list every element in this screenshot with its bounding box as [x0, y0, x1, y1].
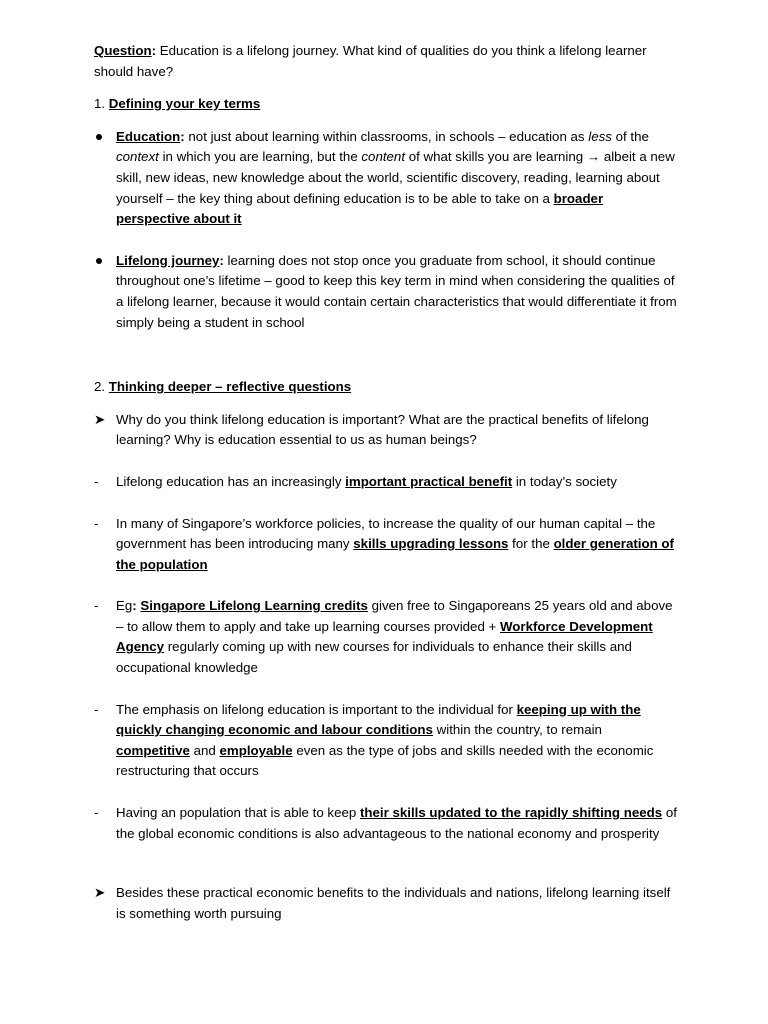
underlined-emphasis: Workforce Development Agency	[116, 618, 653, 655]
arrow-question-2-text: Besides these practical economic benefits to the individuals and nations, lifelong learning itself is something worth pursuing	[116, 885, 671, 921]
underlined-emphasis: competitive	[116, 742, 190, 758]
text-run: and	[189, 742, 220, 758]
underlined-emphasis: broader perspective about it	[116, 190, 604, 227]
text-run: in which you are learning, but the	[158, 149, 362, 165]
question-paragraph: Question: Education is a lifelong journey. What kind of qualities do you think a lifelong learner should have?	[94, 43, 647, 79]
text-run: In many of Singapore’s workforce policies, to increase the quality of our human capital – the government has been introducing many	[116, 515, 656, 552]
underlined-emphasis: Singapore Lifelong Learning credits	[140, 598, 368, 614]
bullet-dot-icon	[94, 251, 116, 272]
dash-item	[94, 472, 679, 493]
question-label: Question	[94, 43, 152, 58]
italic-text: context	[116, 149, 159, 165]
section-1-heading	[94, 94, 679, 115]
section-2-number: 2.	[94, 379, 109, 395]
arrow-bullet-icon: ➤	[94, 885, 106, 901]
document-page	[94, 41, 679, 924]
section-2-heading	[94, 377, 679, 398]
text-run: even as the type of jobs and skills needed with the economic restructuring that occurs	[116, 742, 654, 779]
bullet-dot-icon	[94, 127, 116, 148]
section-2-dash-list	[94, 472, 679, 844]
dash-bullet: -	[94, 473, 99, 489]
text-run: regularly coming up with new courses for individuals to enhance their skills and occupational knowledge	[116, 639, 632, 676]
text-run: not just about learning within classrooms, in schools – education as	[188, 128, 589, 144]
bullet-item: Lifelong journey: learning does not stop once you graduate from school, it should continue throughout one’s lifetime – good to keep this key term in mind when considering the qualities of a lifelong learner, because it would contain certain characteristics that would differentiate it from simply being a student in school	[94, 251, 679, 333]
arrow-question-2	[94, 883, 679, 924]
bullet-term: Education	[116, 128, 181, 144]
arrow-question-1	[94, 410, 679, 451]
text-run: of the	[611, 128, 649, 144]
bullet-term: Lifelong journey	[116, 252, 220, 268]
question-text: Education is a lifelong journey. What kind of qualities do you think a lifelong learner should have?	[94, 43, 647, 79]
dash-bullet: -	[94, 701, 99, 717]
underlined-emphasis: keeping up with the quickly changing economic and labour conditions	[116, 701, 641, 738]
text-run: :	[132, 598, 141, 614]
text-run: for the	[508, 536, 554, 552]
dash-item	[94, 596, 679, 678]
dash-bullet: -	[94, 805, 99, 821]
dash-item	[94, 803, 679, 844]
text-run: Eg	[116, 598, 133, 614]
arrow-question-1-text: Why do you think lifelong education is important? What are the practical benefits of lifelong learning? Why is education essential to us as human beings?	[116, 411, 649, 448]
dash-item	[94, 514, 679, 576]
bullet-item: Education: not just about learning within classrooms, in schools – education as less of the context in which you are learning, but the content of what skills you are learning → albeit a new skill, new ideas, new knowledge about the world, scientific discovery, reading, learning about yourself – the key thing about defining education is to be able to take on a broader perspective about it	[94, 127, 679, 230]
section-2-title: Thinking deeper – reflective questions	[108, 379, 352, 395]
text-run: learning does not stop once you graduate from school, it should continue throughout one’s lifetime – good to keep this key term in mind when considering the qualities of a lifelong learner, because it would contain certain characteristics that would differentiate it from simply being a student in school	[116, 252, 677, 330]
text-run: Having an population that is able to keep	[116, 805, 360, 821]
italic-text: less	[588, 128, 612, 144]
underlined-emphasis: older generation of the population	[116, 536, 674, 572]
section-1-bullet-list	[94, 127, 679, 333]
text-run: within the country, to remain	[432, 722, 602, 738]
text-run: given free to Singaporeans 25 years old and above – to allow them to apply and take up learning courses provided +	[116, 598, 673, 634]
text-run: of what skills you are learning → albeit a new skill, new ideas, new knowledge about the world, scientific discovery, reading, learning about yourself – the key thing about defining education is to be able to take on a	[116, 149, 675, 206]
text-run: The emphasis on lifelong education is important to the individual for	[116, 701, 517, 717]
underlined-emphasis: important practical benefit	[345, 473, 513, 489]
section-1-number: 1.	[94, 96, 109, 112]
text-run: of the global economic conditions is also advantageous to the national economy and prosperity	[116, 805, 677, 841]
dash-item	[94, 700, 679, 782]
text-run: Lifelong education has an increasingly	[116, 473, 346, 489]
italic-text: content	[361, 149, 406, 165]
text-run: in today’s society	[512, 473, 617, 489]
arrow-bullet-icon: ➤	[94, 411, 106, 427]
dash-bullet: -	[94, 598, 99, 614]
underlined-emphasis: skills upgrading lessons	[353, 536, 509, 552]
underlined-emphasis: their skills updated to the rapidly shifting needs	[359, 805, 663, 821]
underlined-emphasis: employable	[219, 742, 293, 758]
dash-bullet: -	[94, 515, 99, 531]
section-1-title: Defining your key terms	[108, 96, 261, 112]
